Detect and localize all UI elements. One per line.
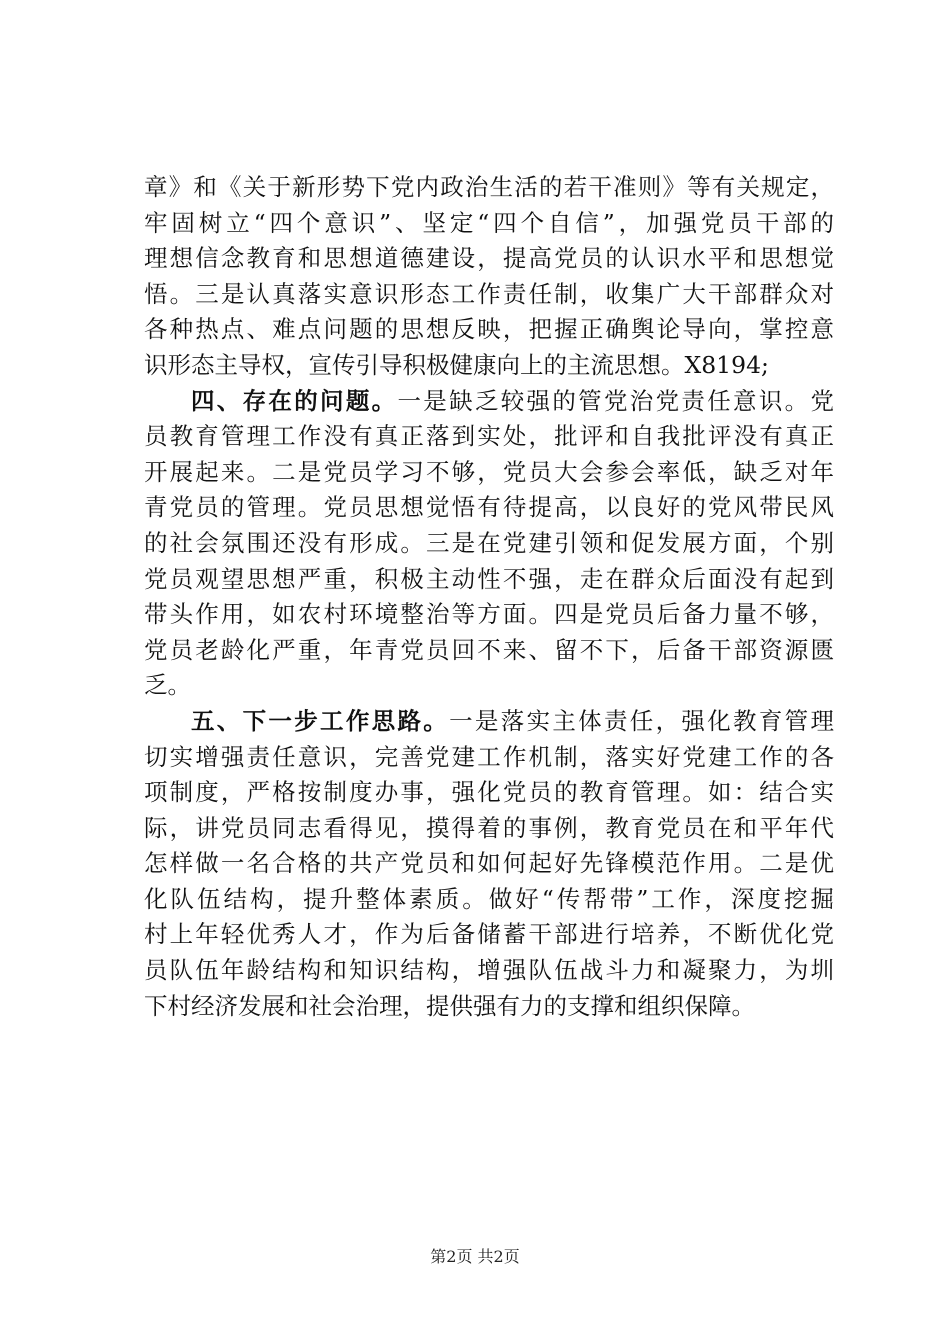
text-line: 牢固树立“四个意识”、坚定“四个自信”，加强党员干部的 <box>144 208 834 237</box>
text-line: 员队伍年龄结构和知识结构，增强队伍战斗力和凝聚力，为圳 <box>144 956 834 985</box>
section-heading-next-steps: 五、下一步工作思路。 <box>191 706 450 735</box>
section-text: 一是缺乏较强的管党治党责任意识。党 <box>397 386 834 415</box>
text-line: 的社会氛围还没有形成。三是在党建引领和促发展方面，个别 <box>144 528 834 557</box>
text-line: 青党员的管理。党员思想觉悟有待提高，以良好的党风带民风 <box>144 493 834 522</box>
text-line: 切实增强责任意识，完善党建工作机制，落实好党建工作的各 <box>144 742 834 771</box>
text-line: 悟。三是认真落实意识形态工作责任制，收集广大干部群众对 <box>144 279 834 308</box>
text-line: 怎样做一名合格的共产党员和如何起好先锋模范作用。二是优 <box>144 849 834 878</box>
text-line: 员教育管理工作没有真正落到实处，批评和自我批评没有真正 <box>144 422 834 451</box>
text-line: 各种热点、难点问题的思想反映，把握正确舆论导向，掌控意 <box>144 315 834 344</box>
text-line: 下村经济发展和社会治理，提供强有力的支撑和组织保障。 <box>144 991 755 1020</box>
text-line: 化队伍结构，提升整体素质。做好“传帮带”工作，深度挖掘 <box>144 884 834 913</box>
text-line: 村上年轻优秀人才，作为后备储蓄干部进行培养，不断优化党 <box>144 920 834 949</box>
page-number-footer: 第2页 共2页 <box>430 1247 520 1266</box>
section-heading-problems: 四、存在的问题。 <box>191 386 398 415</box>
text-line: 章》和《关于新形势下党内政治生活的若干准则》等有关规定， <box>144 173 834 201</box>
text-line: 项制度，严格按制度办事，强化党员的教育管理。如：结合实 <box>144 778 834 807</box>
body-text <box>144 170 834 1024</box>
text-line: 识形态主导权，宣传引导积极健康向上的主流思想。X8194; <box>144 350 769 379</box>
text-line: 乏。 <box>144 671 191 700</box>
text-line: 党员观望思想严重，积极主动性不强，走在群众后面没有起到 <box>144 564 834 593</box>
text-line: 带头作用，如农村环境整治等方面。四是党员后备力量不够， <box>144 600 834 629</box>
section-text: 一是落实主体责任，强化教育管理 <box>449 706 834 735</box>
section-five-first-line <box>144 704 834 740</box>
text-line: 理想信念教育和思想道德建设，提高党员的认识水平和思想觉 <box>144 244 834 273</box>
text-line: 开展起来。二是党员学习不够，党员大会参会率低，缺乏对年 <box>144 457 834 486</box>
text-line: 际，讲党员同志看得见，摸得着的事例，教育党员在和平年代 <box>144 813 834 842</box>
section-four-first-line <box>144 384 834 420</box>
text-line: 党员老龄化严重，年青党员回不来、留不下，后备干部资源匮 <box>144 635 834 664</box>
